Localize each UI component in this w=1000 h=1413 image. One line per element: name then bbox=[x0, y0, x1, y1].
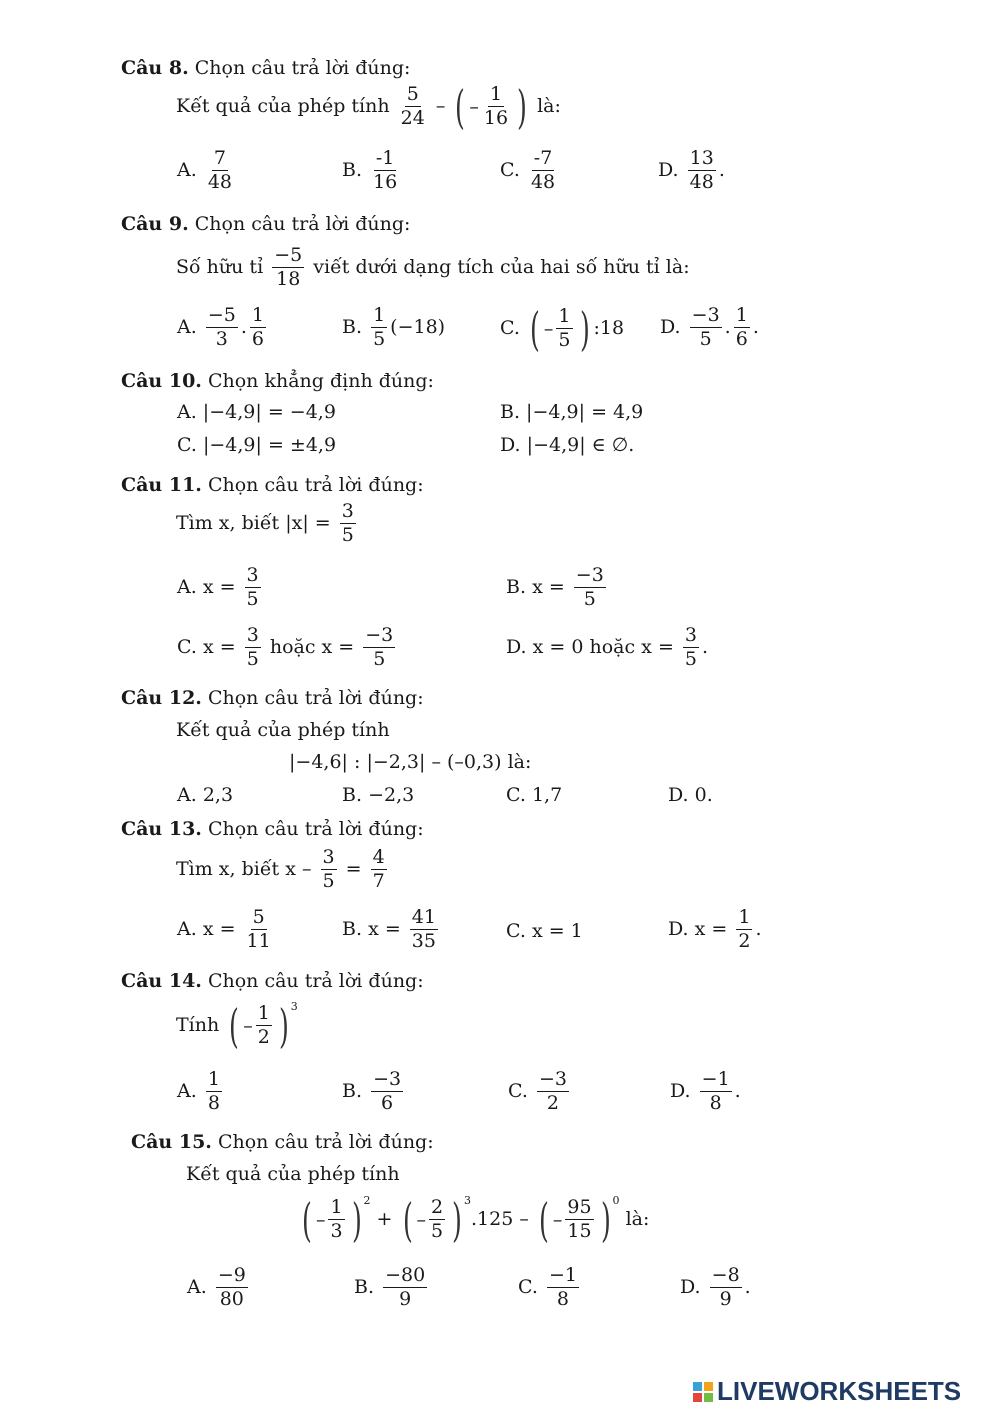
operator: – bbox=[435, 95, 446, 117]
answer-option-c[interactable]: C. |−4,9| = ±4,9 bbox=[177, 434, 337, 456]
answer-option-b[interactable]: B. −2,3 bbox=[342, 784, 415, 806]
question-13-header bbox=[121, 818, 424, 840]
question-prompt: Chọn câu trả lời đúng: bbox=[217, 1131, 434, 1153]
answer-option-b[interactable]: B. $\frac{-3}{6}$ bbox=[342, 1068, 402, 1114]
fraction: $\frac{3}{5}$ bbox=[322, 846, 335, 892]
answer-option-d[interactable]: D. $\frac{-3}{5}$ . $\frac{1}{6}$ . bbox=[660, 304, 759, 350]
question-15-header bbox=[131, 1131, 434, 1153]
answer-option-a[interactable]: A. $\frac{1}{8}$ bbox=[177, 1068, 220, 1114]
answer-option-a[interactable]: A. $\frac{7}{48}$ bbox=[177, 147, 232, 193]
question-14-header bbox=[121, 970, 424, 992]
answer-option-a[interactable]: A. |−4,9| = −4,9 bbox=[177, 401, 336, 423]
question-8-header bbox=[121, 57, 410, 79]
answer-option-d[interactable]: D. $\frac{-8}{9}$ . bbox=[680, 1264, 751, 1310]
answer-option-d[interactable]: D. x = $\frac{1}{2}$ . bbox=[668, 906, 762, 952]
question-prompt: Chọn câu trả lời đúng: bbox=[194, 57, 411, 79]
fraction: $\frac{-5}{18}$ bbox=[274, 244, 303, 290]
answer-option-b[interactable]: B. |−4,9| = 4,9 bbox=[500, 401, 644, 423]
question-12-expression: |−4,6| : |−2,3| – (–0,3) là: bbox=[289, 751, 532, 773]
question-prompt: Chọn câu trả lời đúng: bbox=[207, 474, 424, 496]
answer-option-c[interactable]: C. $\frac{-3}{2}$ bbox=[508, 1068, 567, 1114]
answer-option-a[interactable]: A. 2,3 bbox=[177, 784, 234, 806]
question-10-header bbox=[121, 370, 434, 392]
question-8-stem: Kết quả của phép tính $\frac{5}{24}$ – ( – $\frac{1}{16}$ ) là: bbox=[176, 80, 561, 134]
question-label: Câu 9. bbox=[121, 213, 189, 235]
question-prompt: Chọn câu trả lời đúng: bbox=[194, 213, 411, 235]
answer-option-c[interactable]: C. ( – $\frac{1}{5}$ ) :18 bbox=[500, 302, 625, 356]
answer-option-b[interactable]: B. $\frac{1}{5}$ (−18) bbox=[342, 304, 446, 350]
question-label: Câu 11. bbox=[121, 474, 202, 496]
answer-option-a[interactable]: A. x = $\frac{3}{5}$ bbox=[177, 564, 259, 610]
fraction: $\frac{1}{16}$ bbox=[483, 83, 509, 129]
stem-text: Kết quả của phép tính bbox=[176, 95, 390, 117]
answer-option-c[interactable]: C. $\frac{-1}{8}$ bbox=[518, 1264, 577, 1310]
question-label: Câu 12. bbox=[121, 687, 202, 709]
question-12-header bbox=[121, 687, 424, 709]
answer-option-c[interactable]: C. 1,7 bbox=[506, 784, 563, 806]
fraction: $\frac{5}{24}$ bbox=[400, 83, 425, 129]
question-label: Câu 13. bbox=[121, 818, 202, 840]
question-label: Câu 10. bbox=[121, 370, 202, 392]
question-9-header bbox=[121, 213, 410, 235]
answer-option-a[interactable]: A. $\frac{-9}{80}$ bbox=[187, 1264, 246, 1310]
answer-option-b[interactable]: B. $\frac{-1}{16}$ bbox=[342, 147, 398, 193]
question-15-expression: ( – $\frac{1}{3}$ ) 2 + ( – $\frac{2}{5}$ ) 3 .125 – ( – $\frac{95}{15}$ ) 0 là: bbox=[302, 1193, 650, 1247]
question-11-header bbox=[121, 474, 424, 496]
question-prompt: Chọn câu trả lời đúng: bbox=[207, 818, 424, 840]
answer-option-d[interactable]: D. x = 0 hoặc x = $\frac{3}{5}$ . bbox=[506, 624, 709, 670]
fraction: $\frac{3}{5}$ bbox=[341, 500, 354, 546]
answer-option-d[interactable]: D. $\frac{13}{48}$ . bbox=[658, 147, 725, 193]
answer-option-b[interactable]: B. x = $\frac{41}{35}$ bbox=[342, 906, 436, 952]
answer-option-d[interactable]: D. |−4,9| ∈ ∅. bbox=[500, 434, 635, 456]
question-14-stem: Tính ( – $\frac{1}{2}$ ) 3 bbox=[176, 999, 298, 1053]
question-prompt: Chọn câu trả lời đúng: bbox=[207, 687, 424, 709]
answer-option-d[interactable]: D. 0. bbox=[668, 784, 713, 806]
answer-option-d[interactable]: D. $\frac{-1}{8}$ . bbox=[670, 1068, 741, 1114]
answer-option-c[interactable]: C. x = $\frac{3}{5}$ hoặc x = $\frac{-3}{5}$ bbox=[177, 624, 394, 670]
answer-option-a[interactable]: A. $\frac{-5}{3}$ . $\frac{1}{6}$ bbox=[177, 304, 264, 350]
logo-icon bbox=[693, 1382, 713, 1402]
question-label: Câu 14. bbox=[121, 970, 202, 992]
question-prompt: Chọn khẳng định đúng: bbox=[207, 370, 434, 392]
question-11-stem: Tìm x, biết |x| = $\frac{3}{5}$ bbox=[176, 500, 354, 546]
answer-option-a[interactable]: A. x = $\frac{5}{11}$ bbox=[177, 906, 271, 952]
liveworksheets-logo bbox=[693, 1376, 961, 1407]
question-label: Câu 8. bbox=[121, 57, 189, 79]
stem-text: là: bbox=[537, 95, 561, 117]
question-prompt: Chọn câu trả lời đúng: bbox=[207, 970, 424, 992]
answer-option-c[interactable]: C. x = 1 bbox=[506, 920, 583, 942]
question-label: Câu 15. bbox=[131, 1131, 212, 1153]
answer-option-c[interactable]: C. $\frac{-7}{48}$ bbox=[500, 147, 556, 193]
operator: – bbox=[469, 96, 479, 118]
question-13-stem: Tìm x, biết x – $\frac{3}{5}$ = $\frac{4}{7}$ bbox=[176, 846, 385, 892]
question-12-stem: Kết quả của phép tính bbox=[176, 719, 390, 741]
question-15-stem: Kết quả của phép tính bbox=[186, 1163, 400, 1185]
answer-option-b[interactable]: B. x = $\frac{-3}{5}$ bbox=[506, 564, 604, 610]
question-9-stem: Số hữu tỉ $\frac{-5}{18}$ viết dưới dạng tích của hai số hữu tỉ là: bbox=[176, 244, 690, 290]
answer-option-b[interactable]: B. $\frac{-80}{9}$ bbox=[354, 1264, 426, 1310]
brand-name: LIVEWORKSHEETS bbox=[717, 1376, 962, 1406]
fraction: $\frac{4}{7}$ bbox=[372, 846, 385, 892]
